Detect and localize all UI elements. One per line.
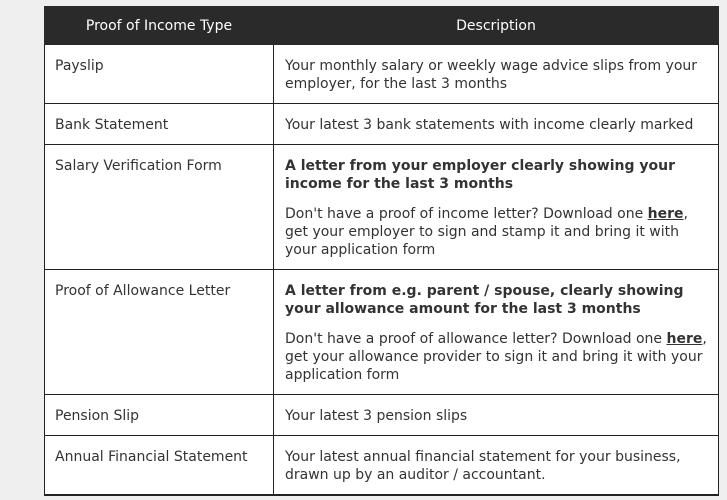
row-description: Your monthly salary or weekly wage advice slips from your employer, for the last 3 months xyxy=(274,45,719,104)
table-row-payslip xyxy=(45,45,719,104)
row-description-note xyxy=(285,330,708,384)
row-description xyxy=(274,145,719,270)
row-description-bold: A letter from your employer clearly showing your income for the last 3 months xyxy=(285,158,676,192)
row-description: Your latest annual financial statement for your business, drawn up by an auditor / accountant. xyxy=(274,436,719,496)
table-row-salary-verification xyxy=(45,145,719,270)
row-type: Payslip xyxy=(45,45,274,104)
download-income-letter-link[interactable]: here xyxy=(647,206,684,222)
table-row-bank-statement xyxy=(45,104,719,145)
row-description: Your latest 3 pension slips xyxy=(274,395,719,436)
header-proof-of-income-type: Proof of Income Type xyxy=(45,6,274,45)
header-description: Description xyxy=(274,6,719,45)
proof-of-income-table xyxy=(44,6,719,496)
note-text: Don't have a proof of income letter? Download one xyxy=(285,206,648,222)
row-type: Salary Verification Form xyxy=(45,145,274,270)
row-type: Bank Statement xyxy=(45,104,274,145)
row-type: Pension Slip xyxy=(45,395,274,436)
note-text: Don't have a proof of allowance letter? Download one xyxy=(285,331,667,347)
row-description-note xyxy=(285,205,708,259)
table-row-pension-slip xyxy=(45,395,719,436)
note-text: , get your allowance provider to sign it and bring it with your application form xyxy=(285,331,707,383)
row-description xyxy=(274,270,719,395)
row-description-bold: A letter from e.g. parent / spouse, clearly showing your allowance amount for the last 3 months xyxy=(285,283,684,317)
table-row-allowance-letter xyxy=(45,270,719,395)
row-description: Your latest 3 bank statements with income clearly marked xyxy=(274,104,719,145)
row-type: Proof of Allowance Letter xyxy=(45,270,274,395)
note-text: , get your employer to sign and stamp it and bring it with your application form xyxy=(285,206,688,258)
table-header-row xyxy=(45,6,719,45)
table-row-annual-financial-statement xyxy=(45,436,719,496)
row-type: Annual Financial Statement xyxy=(45,436,274,496)
download-allowance-letter-link[interactable]: here xyxy=(666,331,703,347)
